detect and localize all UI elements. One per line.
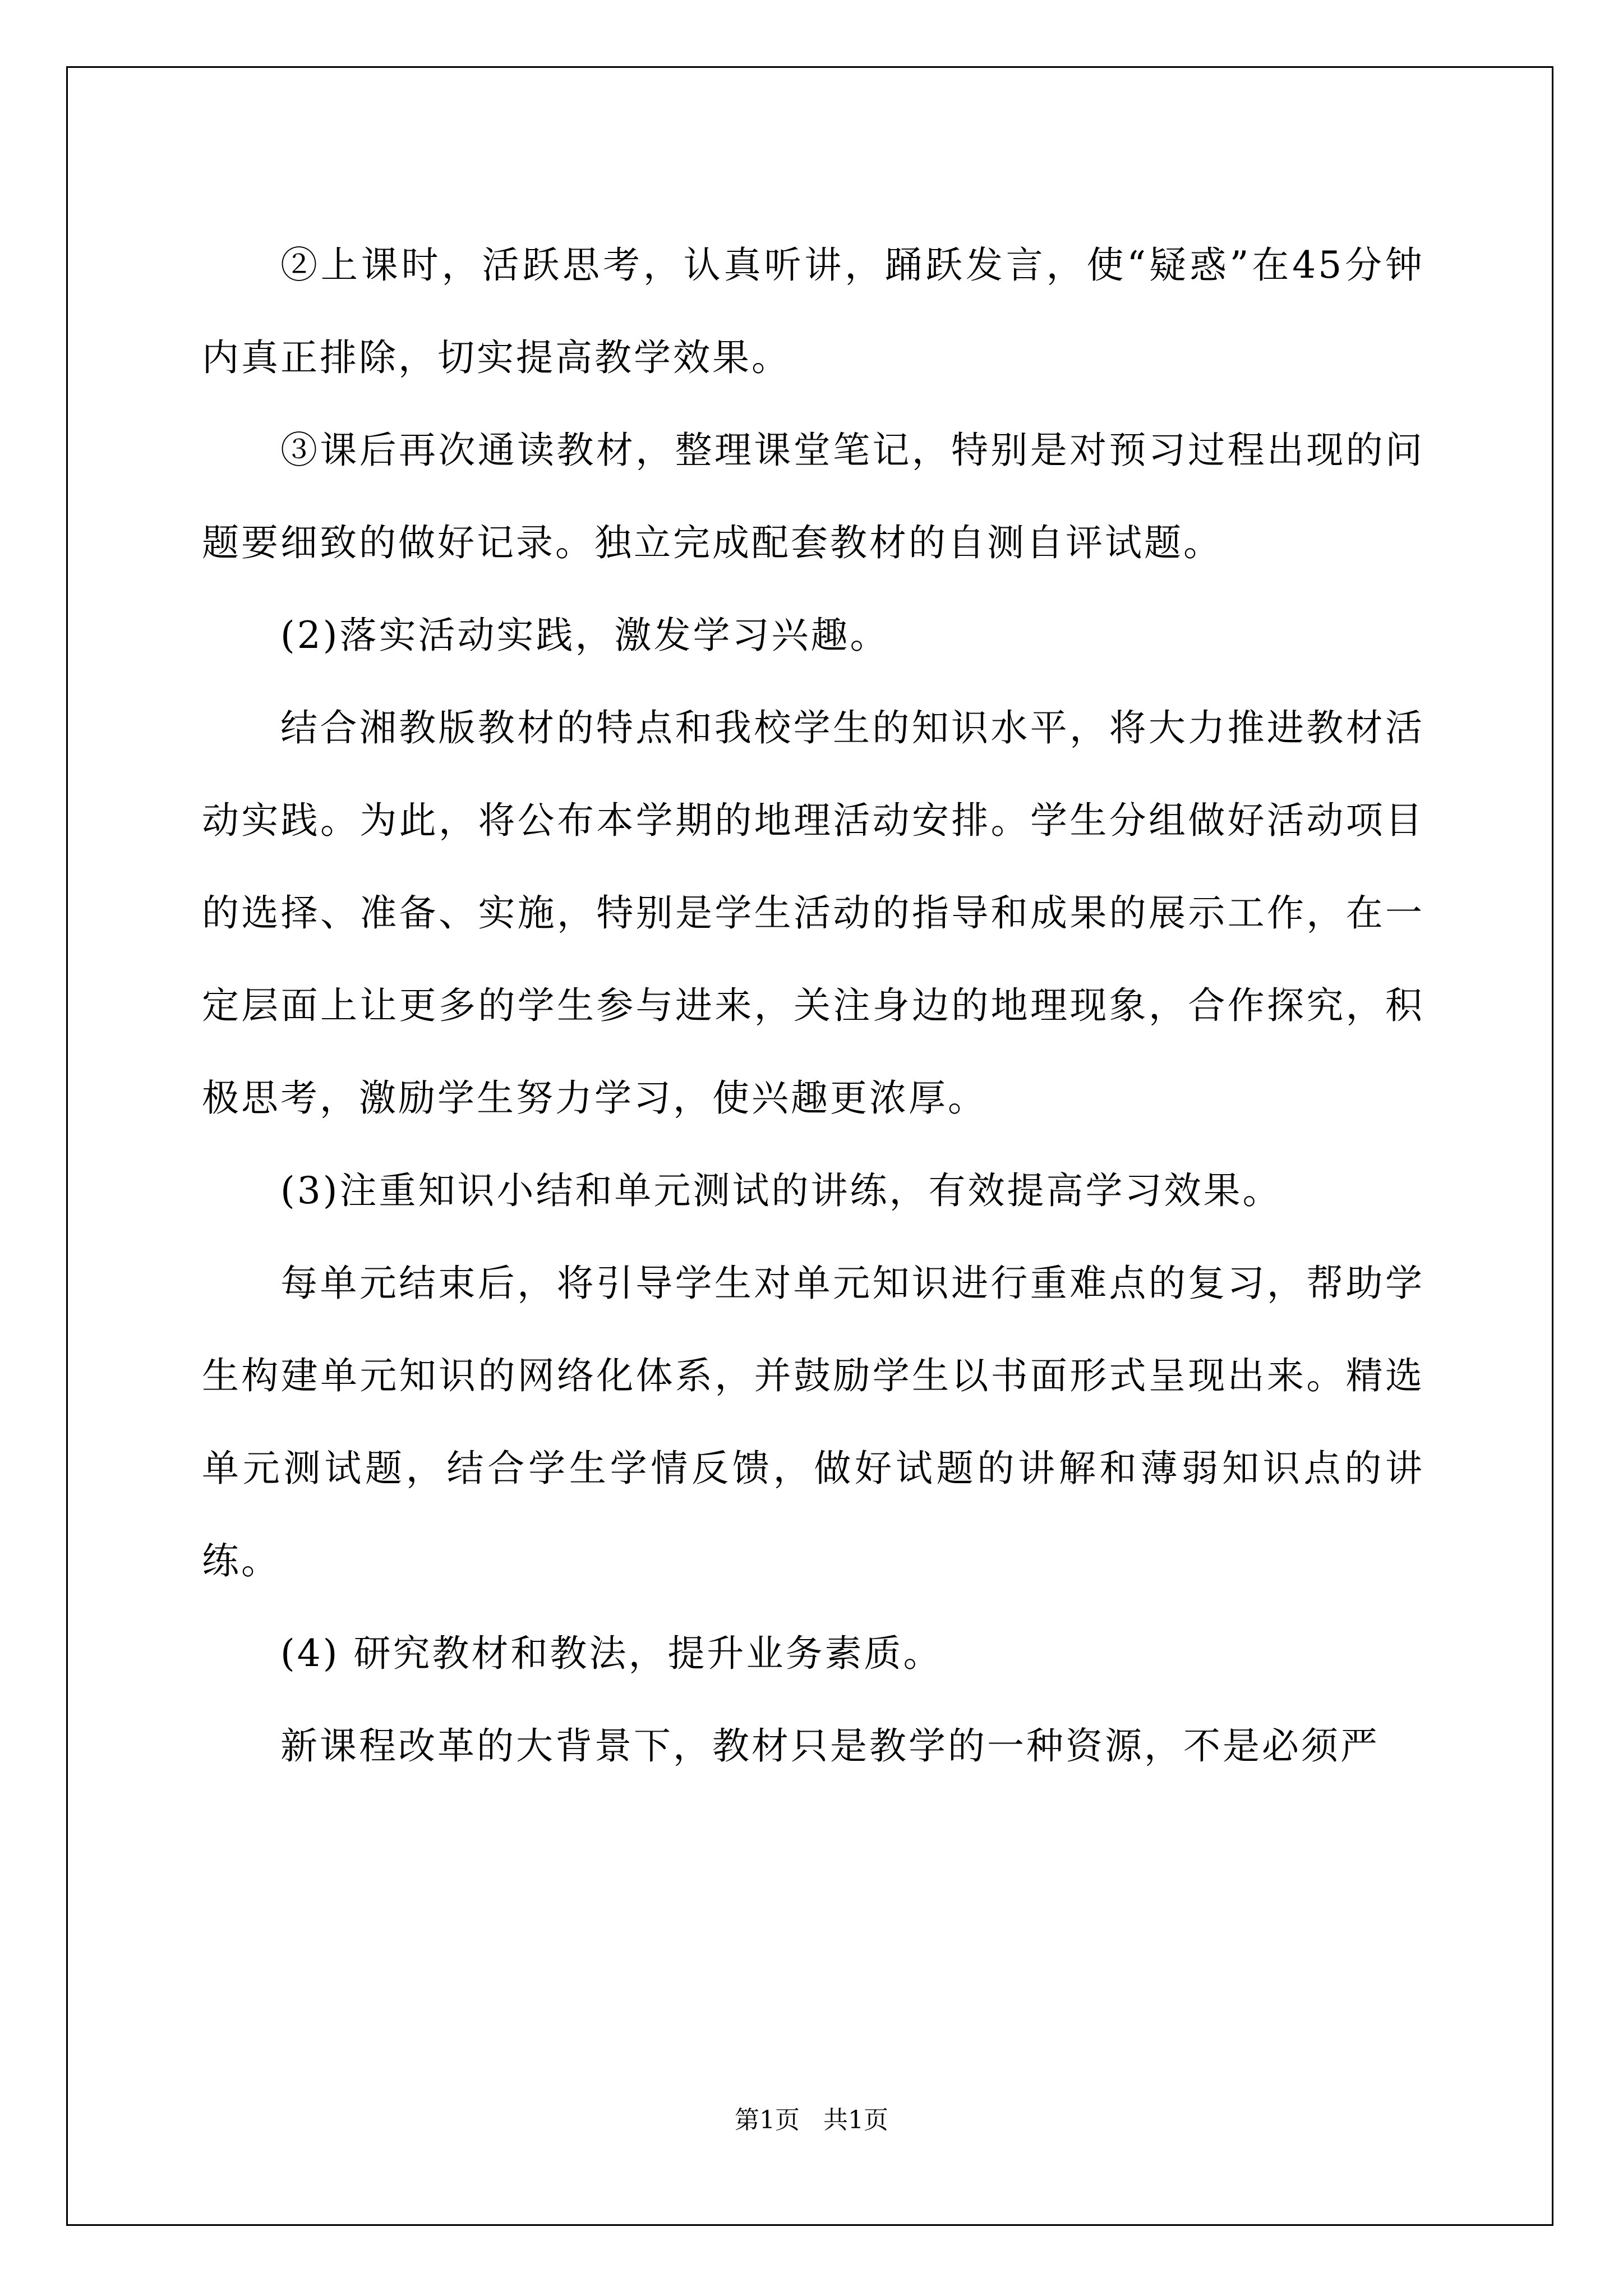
paragraph-teaching-research: 新课程改革的大背景下，教材只是教学的一种资源，不是必须严: [280, 1724, 1380, 1768]
paragraph-unit-review: 每单元结束后，将引导学生对单元知识进行重难点的复习，帮助学生构建单元知识的网络化体系，并鼓励学生以书面形式呈现出来。精选单元测试题，结合学生学情反馈，做好试题的讲解和薄弱知识点的讲练。: [202, 1262, 1424, 1582]
heading-activity-practice: (2)落实活动实践，激发学习兴趣。: [280, 614, 889, 657]
paragraph-activity-practice: 结合湘教版教材的特点和我校学生的知识水平，将大力推进教材活动实践。为此，将公布本学期的地理活动安排。学生分组做好活动项目的选择、准备、实施，特别是学生活动的指导和成果的展示工作，在一定层面上让更多的学生参与进来，关注身边的地理现象，合作探究，积极思考，激励学生努力学习，使兴趣更浓厚。: [202, 706, 1424, 1120]
page-footer: [0, 2104, 1623, 2137]
page-number: 第1页: [735, 2106, 800, 2134]
page-total: 共1页: [823, 2106, 888, 2134]
paragraph-in-class: ②上课时，活跃思考，认真听讲，踊跃发言，使“疑惑”在45分钟内真正排除，切实提高教学效果。: [202, 243, 1424, 379]
heading-unit-review: (3)注重知识小结和单元测试的讲练，有效提高学习效果。: [280, 1169, 1282, 1212]
heading-teaching-research: (4) 研究教材和教法，提升业务素质。: [280, 1632, 943, 1675]
document-body: [202, 219, 1424, 1792]
paragraph-after-class: ③课后再次通读教材，整理课堂笔记，特别是对预习过程出现的问题要细致的做好记录。独立完成配套教材的自测自评试题。: [202, 429, 1424, 564]
